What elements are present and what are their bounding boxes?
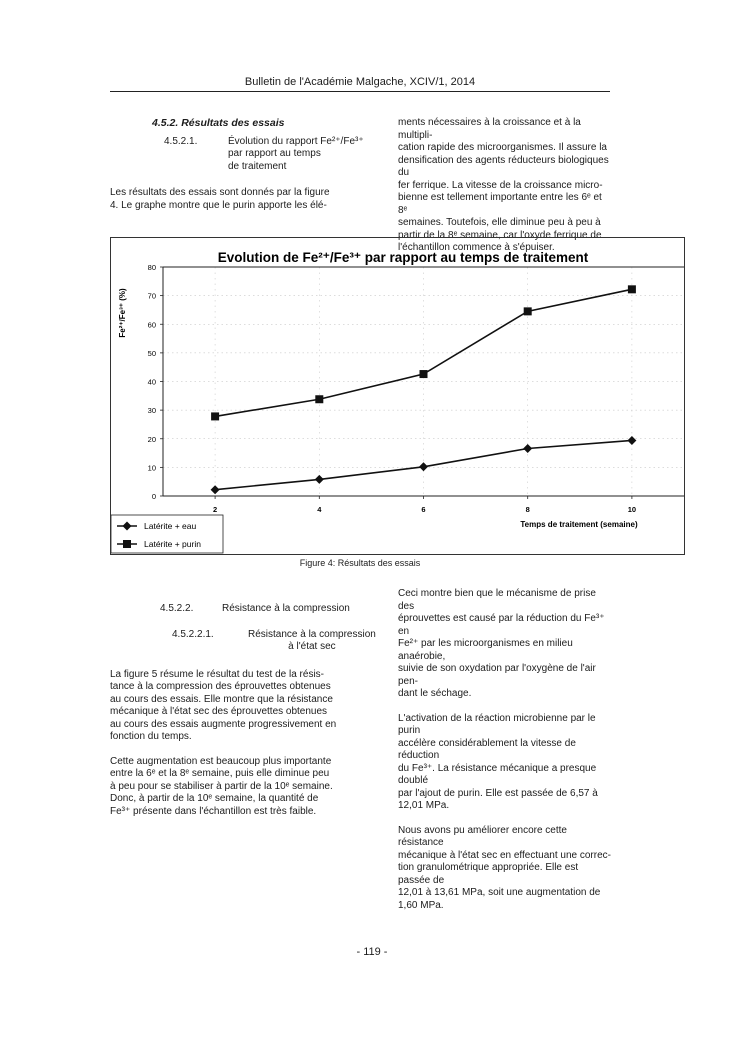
subsection-heading-2	[110, 603, 388, 616]
data-point	[211, 485, 220, 494]
subsection-title-line: de traitement	[228, 160, 287, 172]
header-rule	[110, 91, 610, 92]
text-line: L'activation de la réaction microbienne par le purin	[398, 712, 596, 736]
text-line: au cours des essais. Elle montre que la résistance	[110, 693, 333, 705]
subsection-heading	[110, 136, 388, 174]
text-line: 1,60 MPa.	[398, 899, 444, 911]
paragraph	[398, 713, 611, 813]
y-tick-label: 60	[147, 320, 156, 330]
figure-caption: Figure 4: Résultats des essais	[299, 558, 421, 568]
subsubsection-heading	[110, 629, 388, 654]
text-line: bienne est tellement importante entre les 6ᵉ et 8ᵉ	[398, 192, 602, 216]
text-line: éprouvettes est causé par la réduction du Fe³⁺ en	[398, 613, 605, 637]
data-point	[315, 395, 323, 403]
text-line: mécanique à l'état sec en effectuant une correc-	[398, 849, 611, 861]
y-tick-label: 20	[147, 434, 156, 444]
series-diamond	[211, 436, 637, 494]
text-line: mécanique à l'état sec des éprouvettes obtenues	[110, 706, 328, 717]
text-line: Nous avons pu améliorer encore cette résistance	[398, 824, 567, 848]
text-line: à peu pour se stabiliser à partir de la 10ᵉ semaine.	[110, 780, 333, 792]
paragraph	[398, 588, 611, 701]
subsection-title	[228, 136, 364, 174]
text-line: accélère considérablement la vitesse de réduction	[398, 737, 576, 761]
x-tick-label: 2	[213, 505, 218, 514]
text-line: La figure 5 résume le résultat du test de la résis-	[110, 668, 324, 680]
data-point	[524, 307, 532, 315]
data-point	[628, 285, 636, 293]
text-line: 4. Le graphe montre que le purin apporte les élé-	[110, 199, 327, 211]
left-column-bottom	[110, 603, 388, 818]
data-point	[523, 444, 532, 453]
text-line: l'échantillon commence à s'épuiser.	[398, 242, 555, 253]
subsection-title-line: Évolution du rapport Fe²⁺/Fe³⁺	[228, 135, 364, 147]
paragraph-intro	[110, 187, 388, 212]
x-axis-label: Temps de traitement (semaine)	[520, 520, 638, 529]
text-line: ments nécessaires à la croissance et à la multipli-	[398, 117, 581, 141]
chart-legend	[111, 515, 223, 553]
text-line: densification des agents réducteurs biologiques du	[398, 154, 609, 178]
subsection-number: 4.5.2.2.	[160, 603, 194, 614]
text-line: semaines. Toutefois, elle diminue peu à peu à	[398, 217, 601, 228]
text-line: fer ferrique. La vitesse de la croissance micro-	[398, 179, 603, 191]
data-point	[627, 436, 636, 445]
subsubsection-title-line: à l'état sec	[288, 641, 336, 652]
right-column-bottom	[398, 588, 611, 912]
subsection-title: Résistance à la compression	[222, 603, 350, 614]
right-column-top	[398, 117, 611, 255]
data-point	[315, 475, 324, 484]
subsubsection-number: 4.5.2.2.1.	[172, 628, 214, 640]
text-line: entre la 6ᵉ et la 8ᵉ semaine, puis elle diminue peu	[110, 768, 330, 779]
page-number: - 119 -	[356, 946, 388, 958]
chart-title: Evolution de Fe²⁺/Fe³⁺ par rapport au temps de traitement	[217, 250, 589, 265]
text-line: partir de la 8ᵉ semaine, car l'oxyde ferrique de	[398, 229, 602, 241]
y-tick-label: 10	[147, 463, 156, 473]
text-line: Fe³⁺ présente dans l'échantillon est très faible.	[110, 805, 317, 817]
text-line: tance à la compression des éprouvettes obtenues	[110, 681, 331, 692]
left-column-top	[110, 117, 388, 212]
legend-label: Latérite + purin	[144, 539, 201, 549]
y-tick-label: 30	[147, 406, 156, 416]
text-line: Les résultats des essais sont donnés par la figure	[110, 187, 330, 198]
text-line: Donc, à partir de la 10ᵉ semaine, la quantité de	[110, 793, 319, 804]
subsection-title-line: par rapport au temps	[228, 148, 321, 159]
paragraph	[110, 669, 388, 744]
figure-4	[110, 237, 685, 555]
text-line: dant le séchage.	[398, 688, 472, 699]
x-tick-label: 10	[627, 505, 637, 514]
y-tick-label: 80	[147, 263, 156, 272]
tick-labels	[148, 263, 636, 514]
x-tick-label: 4	[317, 505, 322, 514]
text-line: Fe²⁺ par les microorganismes en milieu anaérobie,	[398, 638, 573, 662]
text-line: tion granulométrique appropriée. Elle est passée de	[398, 862, 579, 886]
y-tick-label: 0	[151, 492, 156, 501]
y-tick-label: 40	[147, 377, 156, 387]
journal-header: Bulletin de l'Académie Malgache, XCIV/1, 2014	[244, 76, 476, 88]
text-line: 12,01 MPa.	[398, 800, 450, 811]
text-line: Cette augmentation est beaucoup plus importante	[110, 755, 332, 767]
y-axis-label: Fe²⁺/Fe³⁺ (%)	[118, 288, 127, 338]
text-line: du Fe³⁺. La résistance mécanique a presque doublé	[398, 762, 597, 786]
text-line: par l'ajout de purin. Elle est passée de 6,57 à	[398, 787, 598, 799]
data-point	[419, 462, 428, 471]
section-title: 4.5.2. Résultats des essais	[152, 117, 285, 129]
subsubsection-title	[248, 629, 376, 654]
paragraph	[398, 825, 611, 913]
legend-label: Latérite + eau	[144, 521, 197, 531]
y-tick-label: 70	[147, 291, 156, 301]
legend-marker	[123, 540, 131, 548]
text-line: cation rapide des microorganismes. Il assure la	[398, 142, 607, 153]
text-line: Ceci montre bien que le mécanisme de prise des	[398, 588, 596, 612]
data-point	[211, 412, 219, 420]
text-line: au cours des essais augmente progressivement en	[110, 718, 337, 730]
x-tick-label: 8	[525, 505, 530, 514]
data-point	[420, 370, 428, 378]
paragraph	[110, 756, 388, 819]
subsection-number: 4.5.2.1.	[164, 135, 198, 147]
y-tick-label: 50	[147, 348, 156, 358]
text-line: 12,01 à 13,61 MPa, soit une augmentation de	[398, 887, 601, 898]
text-line: fonction du temps.	[110, 731, 192, 742]
subsubsection-title-line: Résistance à la compression	[248, 628, 376, 640]
line-chart	[111, 238, 684, 554]
text-line: suivie de son oxydation par l'oxygène de l'air pen-	[398, 663, 596, 687]
chart-grid	[163, 267, 684, 496]
x-tick-label: 6	[421, 505, 426, 514]
